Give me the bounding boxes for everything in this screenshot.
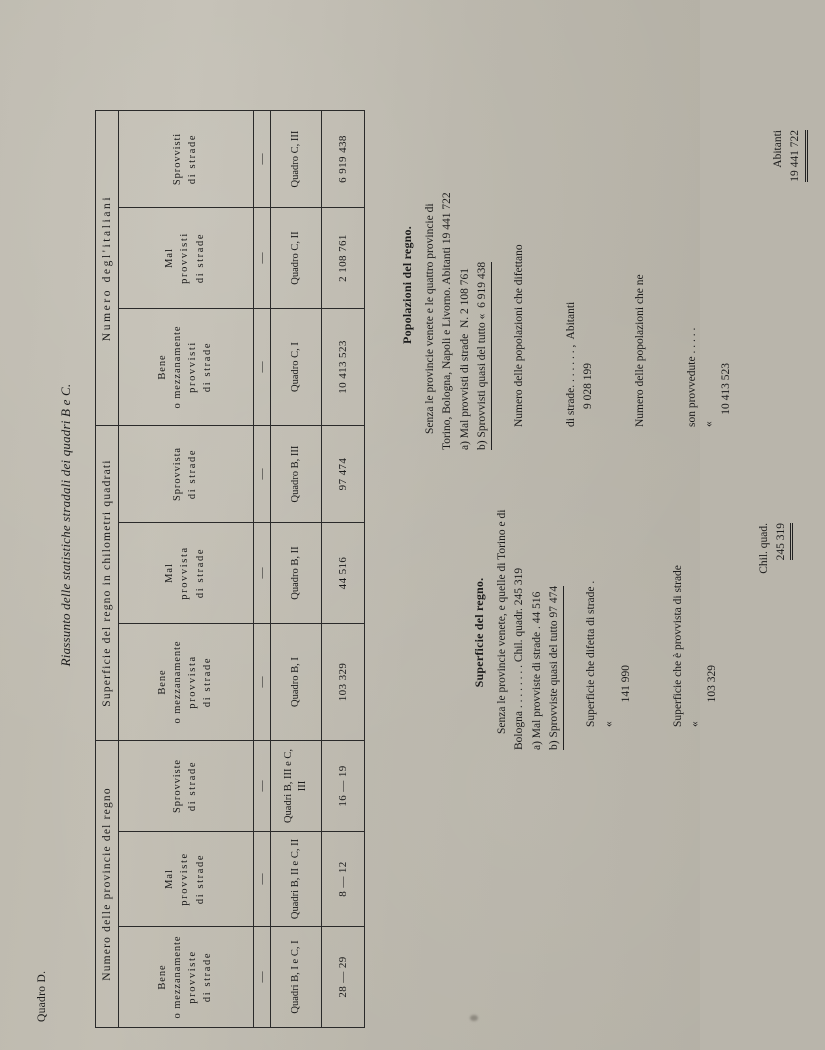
- col-header-provinces-none: [119, 741, 254, 832]
- surface-line: a) Mal provviste di strade . 44 516: [530, 591, 543, 750]
- quadro-cell: Quadro B, III: [271, 426, 322, 523]
- table-group-header-row: [96, 111, 119, 1028]
- col-header-italians-bad: [119, 208, 254, 309]
- header-line: provvisti: [179, 232, 191, 284]
- surface-total: [739, 515, 811, 750]
- population-line: a) Mal provvisti di strade N. 2 108 761: [458, 267, 471, 450]
- population-total-label: Abitanti: [772, 130, 784, 168]
- group-header-provinces: Numero delle provincie del regno: [96, 741, 119, 1028]
- col-header-surface-none: [119, 426, 254, 523]
- surface-line: [546, 515, 564, 750]
- header-line: provviste: [179, 852, 191, 906]
- header-line: di strade: [194, 853, 206, 905]
- dash-cell: —: [254, 426, 271, 523]
- header-line: Mal: [164, 563, 176, 583]
- quadro-cell: Quadro C, I: [271, 309, 322, 426]
- header-line: provvisti: [187, 341, 198, 393]
- col-header-provinces-good: [119, 927, 254, 1028]
- surface-result: [566, 515, 652, 750]
- value-cell: 44 516: [322, 523, 365, 624]
- value-cell: 8 — 12: [322, 832, 365, 927]
- col-header-italians-none: [119, 111, 254, 208]
- population-total: [753, 120, 825, 450]
- header-line: Bene: [156, 669, 168, 695]
- quadro-cell: Quadro B, I: [271, 624, 322, 741]
- surface-line: Senza le provincie venete, e quelle di Torino e di: [496, 509, 508, 734]
- surface-result-sep: «: [688, 721, 701, 727]
- group-header-surface: Superficie del regno in chilometri quadrati: [96, 426, 119, 741]
- surface-result-value: 141 990: [619, 665, 632, 703]
- group-header-italians: Numero degl'italiani: [96, 111, 119, 426]
- surface-result-sep: «: [602, 721, 615, 727]
- header-line: Sprovvisti: [171, 132, 183, 186]
- dash-cell: —: [254, 523, 271, 624]
- table-row: [271, 111, 322, 1028]
- surface-result-value: 103 329: [706, 665, 718, 703]
- header-line: o mezzanamente: [171, 325, 183, 409]
- quadro-label: Quadro D.: [36, 970, 48, 1022]
- col-header-provinces-bad: [119, 832, 254, 927]
- page-title: Riassunto delle statistiche stradali dei quadri B e C.: [58, 383, 73, 667]
- population-result: [494, 120, 546, 450]
- quadro-cell: Quadri B, I e C, I: [271, 927, 322, 1028]
- population-total-value: 19 441 722: [787, 130, 807, 182]
- surface-line: Bologna . . . . . . . . Chil. quadr. 245 319: [513, 567, 526, 750]
- col-header-surface-bad: [119, 523, 254, 624]
- population-result-label: di strade. . . . . . . , Abitanti: [565, 301, 577, 427]
- statistics-table: [95, 110, 365, 1028]
- quadro-cell: Quadri B, II e C, II: [271, 832, 322, 927]
- header-line: o mezzanamente: [171, 935, 183, 1019]
- header-line: provvista: [187, 655, 198, 709]
- table-row: [254, 111, 271, 1028]
- col-header-surface-good: [119, 624, 254, 741]
- quadro-cell: Quadri B, III e C, III: [271, 741, 322, 832]
- quadro-cell: Quadro C, II: [271, 208, 322, 309]
- header-line: di strade: [187, 448, 198, 500]
- table-row: [322, 111, 365, 1028]
- value-cell: 6 919 438: [322, 111, 365, 208]
- quadro-cell: Quadro C, III: [271, 111, 322, 208]
- dash-cell: —: [254, 111, 271, 208]
- header-line: di strade: [194, 547, 206, 599]
- header-line: Bene: [156, 964, 168, 990]
- surface-result-label: Superficie che è provvista di strade: [671, 565, 684, 727]
- dash-cell: —: [254, 309, 271, 426]
- surface-total-value: 245 319: [773, 523, 793, 560]
- surface-result: [652, 515, 738, 750]
- surface-summary-block: [470, 509, 811, 750]
- population-heading: Popolazioni del regno.: [400, 226, 414, 344]
- header-line: di strade: [202, 341, 214, 393]
- population-result: [667, 120, 753, 450]
- table-column-header-row: [119, 111, 254, 1028]
- header-line: di strade: [202, 951, 214, 1003]
- population-line-underlined: b) Sprovvisti quasi del tutto « 6 919 438: [474, 262, 492, 450]
- value-cell: 16 — 19: [322, 741, 365, 832]
- dash-cell: —: [254, 832, 271, 927]
- surface-heading: Superficie del regno.: [472, 577, 486, 688]
- population-result: [615, 120, 667, 450]
- header-line: Bene: [156, 354, 168, 380]
- header-line: o mezzanamente: [171, 640, 183, 724]
- header-line: Mal: [164, 248, 176, 268]
- col-header-italians-good: [119, 309, 254, 426]
- dash-cell: —: [254, 208, 271, 309]
- surface-result-label: Superficie che difetta di strade .: [585, 580, 598, 727]
- population-result-label: Numero delle popolazioni che ne: [634, 274, 646, 427]
- value-cell: 103 329: [322, 624, 365, 741]
- population-line: Torino, Bologna, Napoli e Livorno. Abitanti 19 441 722: [441, 192, 454, 450]
- surface-line-underlined: b) Sprovviste quasi del tutto 97 474: [546, 586, 564, 750]
- population-line: [474, 120, 492, 450]
- population-summary-block: [398, 120, 825, 450]
- header-line: Sprovviste: [171, 759, 183, 813]
- population-result-label: Numero delle popolazioni che difettano: [513, 244, 526, 427]
- surface-total-label: Chil. quad.: [757, 523, 770, 574]
- header-line: Mal: [164, 869, 176, 889]
- dash-cell: —: [254, 927, 271, 1028]
- value-cell: 10 413 523: [322, 309, 365, 426]
- population-result-value: 9 028 199: [582, 363, 595, 409]
- header-line: provviste: [187, 950, 198, 1004]
- header-line: provvista: [179, 546, 191, 600]
- value-cell: 28 — 29: [322, 927, 365, 1028]
- header-line: di strade: [187, 133, 198, 185]
- value-cell: 2 108 761: [322, 208, 365, 309]
- dash-cell: —: [254, 624, 271, 741]
- paper-smudge: [470, 1015, 478, 1021]
- population-result-label: son provvedute . . . . .: [685, 327, 698, 427]
- population-result: [546, 120, 615, 450]
- population-result-value: 10 413 523: [720, 363, 733, 415]
- header-line: di strade: [187, 760, 198, 812]
- header-line: di strade: [202, 656, 214, 708]
- header-line: di strade: [194, 232, 206, 284]
- dash-cell: —: [254, 741, 271, 832]
- header-line: Sprovvista: [171, 447, 183, 501]
- population-result-sep: «: [703, 421, 715, 427]
- population-line: Senza le provincie venete e le quattro provincie di: [424, 203, 436, 434]
- quadro-cell: Quadro B, II: [271, 523, 322, 624]
- value-cell: 97 474: [322, 426, 365, 523]
